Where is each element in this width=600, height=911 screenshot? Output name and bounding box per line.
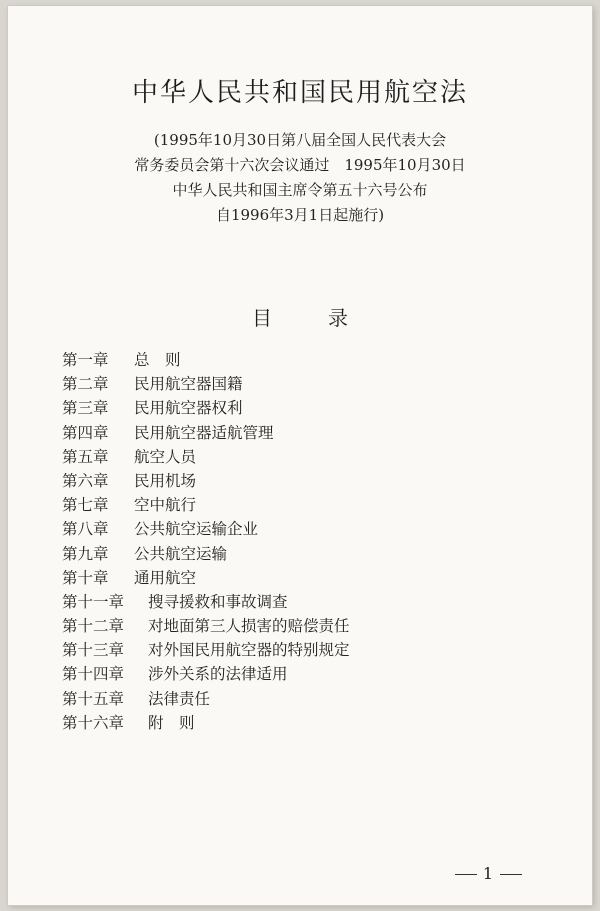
chapter-number: 第八章	[62, 520, 109, 539]
chapter-title: 航空人员	[134, 447, 197, 466]
document-page	[8, 6, 592, 905]
table-of-contents	[62, 348, 350, 735]
toc-item	[62, 542, 350, 566]
chapter-number: 第四章	[62, 423, 109, 442]
chapter-number: 第十三章	[62, 641, 125, 660]
chapter-title: 搜寻援救和事故调查	[148, 592, 288, 611]
chapter-number: 第一章	[62, 351, 109, 369]
toc-item	[62, 421, 350, 445]
chapter-number: 第五章	[62, 447, 109, 466]
chapter-number: 第十五章	[62, 689, 125, 708]
toc-item	[62, 590, 350, 614]
toc-item	[62, 348, 350, 372]
chapter-number: 第十四章	[62, 665, 125, 684]
toc-item	[62, 445, 350, 469]
chapter-title: 涉外关系的法律适用	[148, 665, 288, 684]
chapter-number: 第六章	[62, 471, 109, 490]
toc-heading: 目 录	[252, 306, 366, 330]
toc-item	[62, 638, 350, 662]
toc-item	[62, 396, 350, 420]
chapter-number: 第九章	[62, 544, 109, 563]
toc-item	[62, 469, 350, 493]
chapter-title: 公共航空运输企业	[134, 520, 259, 539]
subtitle-line: (1995年10月30日第八届全国人民代表大会	[153, 131, 447, 149]
toc-item	[62, 493, 350, 517]
chapter-title: 民用航空器适航管理	[134, 423, 274, 442]
page-number	[449, 864, 528, 883]
page-number-value: 1	[482, 864, 494, 883]
chapter-title: 民用机场	[134, 471, 197, 490]
toc-item	[62, 372, 350, 396]
document-subtitle	[8, 128, 592, 228]
chapter-number: 第十一章	[62, 592, 125, 611]
document-title: 中华人民共和国民用航空法	[131, 78, 468, 108]
chapter-number: 第十章	[62, 568, 109, 587]
toc-item	[62, 711, 350, 735]
chapter-number: 第十六章	[62, 713, 125, 732]
toc-item	[62, 662, 350, 686]
chapter-title: 通用航空	[134, 568, 197, 587]
subtitle-line: 自1996年3月1日起施行)	[215, 206, 385, 224]
chapter-title: 附 则	[148, 713, 195, 732]
toc-item	[62, 566, 350, 590]
chapter-title: 公共航空运输	[134, 544, 228, 563]
toc-item	[62, 614, 350, 638]
chapter-number: 第三章	[62, 399, 109, 418]
subtitle-line: 常务委员会第十六次会议通过 1995年10月30日	[134, 156, 466, 174]
chapter-title: 对地面第三人损害的赔偿责任	[148, 617, 350, 636]
chapter-title: 法律责任	[148, 689, 211, 708]
chapter-number: 第七章	[62, 496, 109, 515]
subtitle-line: 中华人民共和国主席令第五十六号公布	[172, 181, 428, 199]
chapter-number: 第二章	[62, 375, 109, 394]
chapter-title: 对外国民用航空器的特别规定	[148, 641, 350, 660]
chapter-title: 民用航空器国籍	[134, 375, 243, 394]
chapter-number: 第十二章	[62, 617, 125, 636]
toc-item	[62, 517, 350, 541]
chapter-title: 总 则	[134, 351, 181, 369]
dash-right	[500, 874, 522, 875]
dash-left	[455, 874, 477, 875]
chapter-title: 民用航空器权利	[134, 399, 243, 418]
chapter-title: 空中航行	[134, 496, 197, 515]
toc-item	[62, 687, 350, 711]
